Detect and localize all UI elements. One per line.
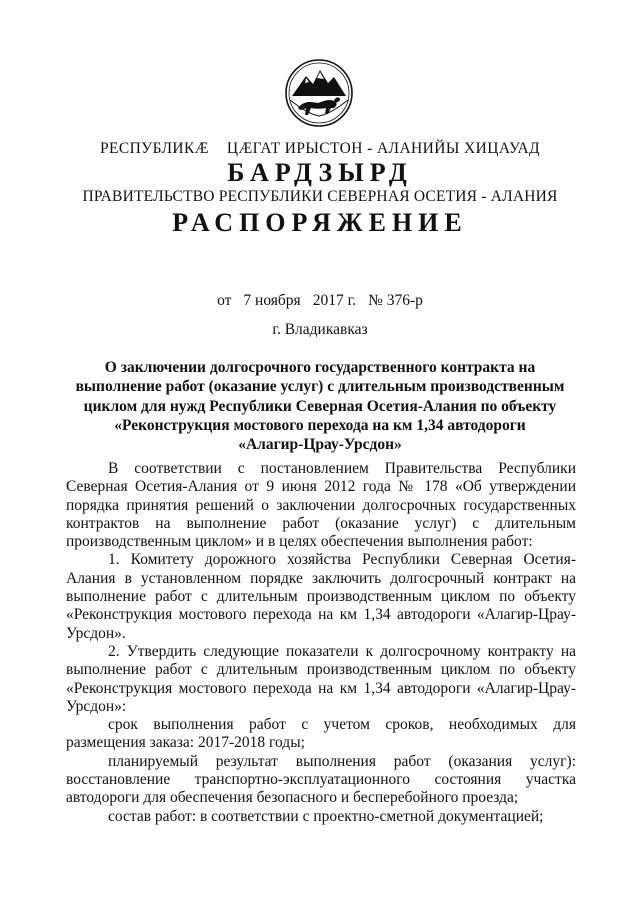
body-paragraph: В соответствии с постановлением Правительства Республики Северная Осетия-Алания от 9 июня 2012 года № 178 «Об утверждении порядка принятия решений о заключении долгосрочных государственных контрактов на выполнение работ (оказание услуг) с длительным производственным циклом» и в целях обеспечения выполнения работ:	[66, 460, 576, 551]
title-line: «Алагир-Црау-Урсдон»	[238, 436, 402, 454]
title-line: выполнение работ (оказание услуг) с длительным производственным	[75, 378, 565, 396]
document-body	[66, 460, 576, 826]
date-number-line	[0, 292, 640, 310]
body-paragraph: планируемый результат выполнения работ (оказания услуг): восстановление транспортно-эксплуатационного состояния участка автодороги для обеспечения безопасного и бесперебойного проезда;	[66, 752, 576, 807]
title-line: циклом для нужд Республики Северная Осетия-Алания по объекту	[83, 397, 557, 415]
title-line: «Реконструкция мостового перехода на км 1,34 автодороги	[114, 416, 526, 434]
bardzyrd-heading: БАРДЗЫРД	[227, 158, 413, 187]
body-paragraph: срок выполнения работ с учетом сроков, необходимых для размещения заказа: 2017-2018 годы;	[66, 716, 576, 752]
document-year: 2017 г.	[312, 292, 357, 309]
republic-ossetian-line	[0, 140, 640, 158]
body-paragraph: состав работ: в соответствии с проектно-сметной документацией;	[108, 807, 544, 825]
government-name: ПРАВИТЕЛЬСТВО РЕСПУБЛИКИ СЕВЕРНАЯ ОСЕТИЯ - АЛАНИЯ	[82, 188, 558, 205]
coat-of-arms-emblem	[276, 56, 362, 130]
republic-ossetian-right: ЦӔГАТ ИРЫСТОН - АЛАНИЙЫ ХИЦАУАД	[226, 140, 541, 157]
document-title	[50, 358, 590, 454]
document-number: № 376-р	[368, 292, 423, 309]
body-paragraph: 1. Комитету дорожного хозяйства Республики Северная Осетия-Алания в установленном порядке заключить долгосрочный контракт на выполнение работ с длительным производственным циклом по объекту «Реконструкция мостового перехода на км 1,34 автодороги «Алагир-Црау-Урсдон».	[66, 551, 576, 642]
body-paragraph: 2. Утвердить следующие показатели к долгосрочному контракту на выполнение работ с длительным производственным циклом по объекту «Реконструкция мостового перехода на км 1,34 автодороги «Алагир-Црау-Урсдон»:	[66, 642, 576, 715]
document-date: 7 ноября	[243, 292, 301, 309]
city-line: г. Владикавказ	[272, 321, 368, 338]
document-type-heading: РАСПОРЯЖЕНИЕ	[172, 208, 468, 237]
date-prefix: от	[217, 292, 232, 309]
title-line: О заключении долгосрочного государственного контракта на	[104, 359, 536, 376]
republic-ossetian-left: РЕСПУБЛИКӔ	[99, 140, 209, 157]
